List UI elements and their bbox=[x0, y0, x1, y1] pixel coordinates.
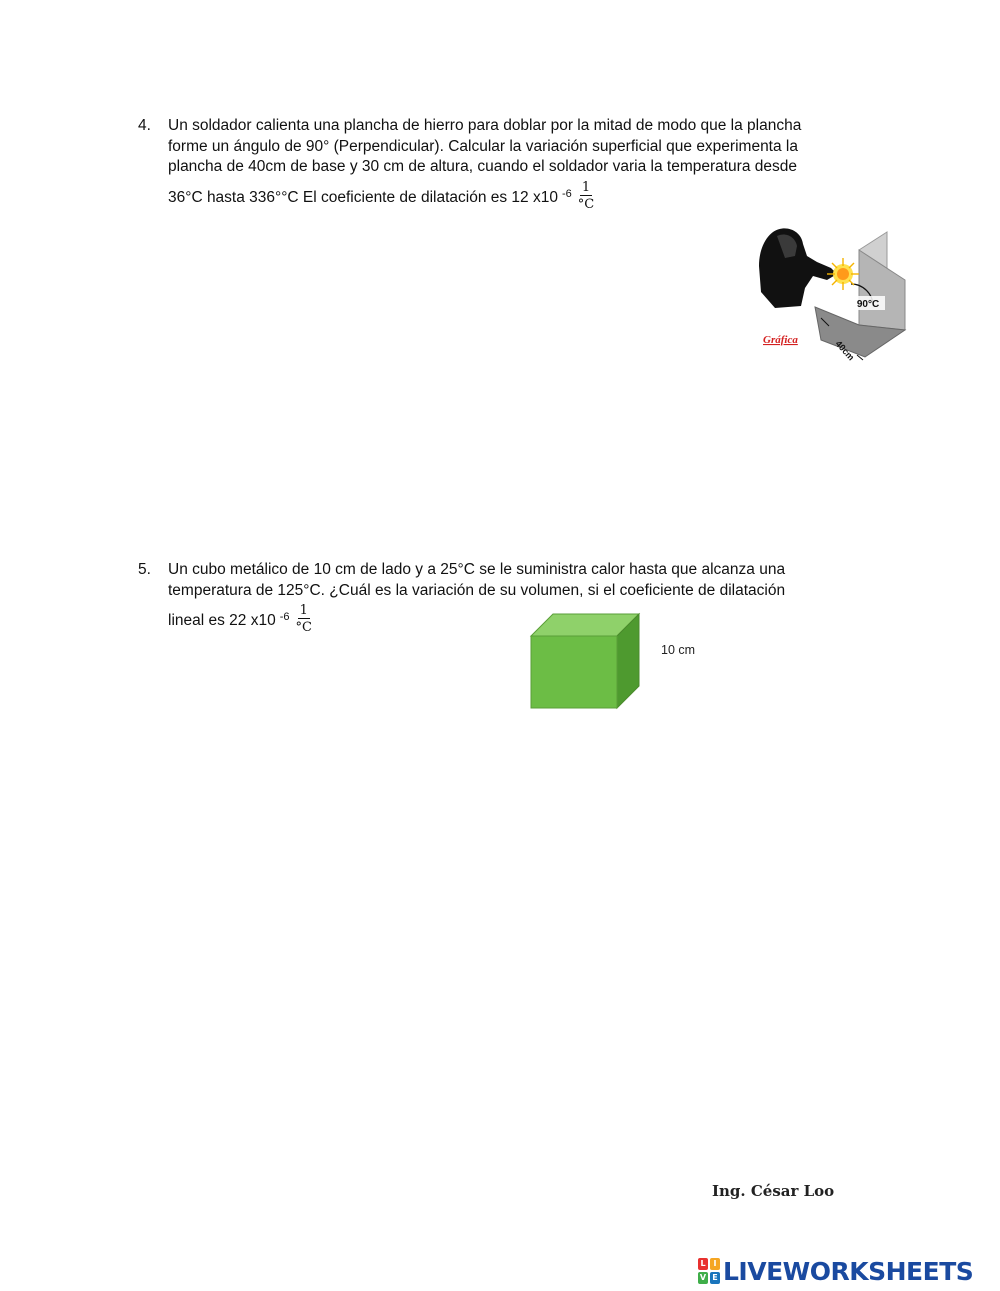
question-text bbox=[168, 560, 848, 635]
exponent: -6 bbox=[279, 611, 290, 623]
welder-illustration bbox=[755, 222, 915, 364]
unit-fraction bbox=[578, 180, 594, 212]
question-number: 5. bbox=[138, 561, 151, 578]
fraction-numerator: 1 bbox=[581, 179, 591, 195]
logo-letter: L bbox=[698, 1258, 708, 1270]
question-number: 4. bbox=[138, 117, 151, 134]
angle-label: 90°C bbox=[856, 299, 880, 310]
question-line: 36°C hasta 336°°C El coeficiente de dilatación es 12 x10 bbox=[168, 188, 558, 206]
fraction-numerator: 1 bbox=[299, 603, 308, 618]
exponent: -6 bbox=[561, 187, 572, 200]
question-line: Un soldador calienta una plancha de hierro para doblar por la mitad de modo que la plancha bbox=[168, 117, 802, 134]
welder-silhouette bbox=[759, 228, 837, 308]
logo-letter: V bbox=[699, 1273, 707, 1282]
logo-letter: E bbox=[710, 1272, 720, 1284]
spark-core bbox=[837, 268, 849, 280]
fraction-denominator: °C bbox=[295, 620, 312, 635]
cube-illustration bbox=[528, 612, 642, 710]
question-line: plancha de 40cm de base y 30 cm de altura, cuando el soldador varia la temperatura desde bbox=[168, 158, 797, 175]
figure-caption: Gráfica bbox=[763, 334, 798, 346]
unit-fraction bbox=[296, 603, 312, 635]
question-line: Un cubo metálico de 10 cm de lado y a 25°C se le suministra calor hasta que alcanza una bbox=[168, 561, 786, 578]
cube-side-label: 10 cm bbox=[661, 643, 696, 657]
question-line: lineal es 22 x10 bbox=[168, 612, 276, 629]
question-line: forme un ángulo de 90° (Perpendicular). Calcular la variación superficial que experimenta la bbox=[168, 137, 798, 155]
cube-front-face bbox=[531, 636, 617, 708]
coefficient-line bbox=[168, 603, 848, 635]
logo-mark bbox=[698, 1258, 720, 1284]
brand-name: LIVEWORKSHEETS bbox=[723, 1256, 974, 1286]
author-signature: Ing. César Loo bbox=[712, 1182, 835, 1200]
length-label: 40cm bbox=[833, 338, 857, 363]
fraction-denominator: °C bbox=[577, 196, 595, 212]
logo-letter: I bbox=[710, 1258, 720, 1270]
question-text bbox=[168, 116, 848, 212]
question-line: temperatura de 125°C. ¿Cuál es la variación de su volumen, si el coeficiente de dilatación bbox=[168, 581, 786, 599]
liveworksheets-logo bbox=[698, 1256, 973, 1286]
coefficient-line bbox=[168, 180, 848, 212]
